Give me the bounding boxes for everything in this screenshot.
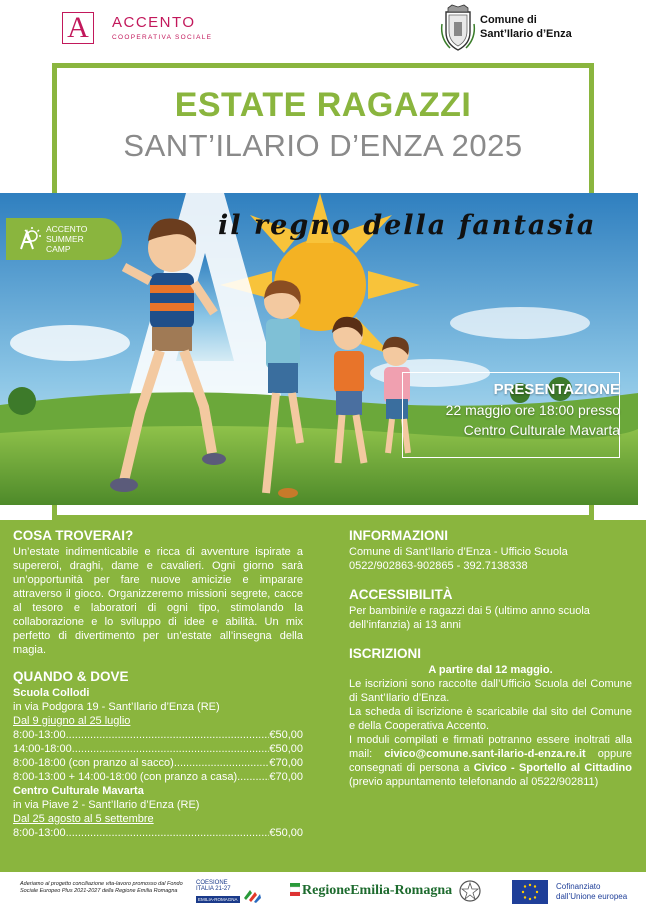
- accessibilita-body: Per bambini/e e ragazzi dai 5 (ultimo anno scuola dell’infanzia) ai 13 anni: [349, 605, 590, 631]
- eu-line1: Cofinanziato: [556, 882, 601, 891]
- informazioni-phones: 0522/902863-902865 - 392.7138338: [349, 560, 528, 572]
- eu-line2: dall’Unione europea: [556, 892, 628, 901]
- presentation-venue: Centro Culturale Mavarta: [463, 422, 620, 438]
- price-value: €70,00: [269, 757, 303, 769]
- italian-emblem-icon: [458, 878, 482, 904]
- iscrizioni-download: La scheda di iscrizione è scaricabile dal sito del Comune e della Cooperativa Accento.: [349, 706, 632, 732]
- info-panel: [0, 520, 646, 872]
- footer: [0, 872, 646, 912]
- coesione-line2: ITALIA 21-27: [196, 886, 231, 892]
- presentation-date: 22 maggio ore 18:00 presso: [445, 402, 620, 418]
- page-subtitle: SANT’ILARIO D’ENZA 2025: [123, 128, 523, 163]
- badge-line1: ACCENTO: [46, 224, 88, 234]
- quando-heading: QUANDO & DOVE: [13, 669, 129, 684]
- coat-of-arms-icon: [440, 4, 476, 54]
- iscrizioni-submit: [349, 733, 632, 789]
- iscrizioni-start: A partire dal 12 maggio.: [428, 664, 553, 676]
- venue-dates: Dal 25 agosto al 5 settembre: [13, 813, 154, 825]
- price-value: €50,00: [269, 729, 303, 741]
- comune-logo: [440, 4, 600, 54]
- cosa-body: Un’estate indimenticabile e ricca di avventure ispirate a supereroi, draghi, dame e cavalieri. Ogni giorno sarà un’opportunità per fare nuove amicizie e imparare attraverso il gioco. Organizzeremo missioni segrete, cacce al tesoro e laboratori di ogni tipo, stimolando la collaborazione e lo sviluppo di idee e abilità. Un mix perfetto di divertimento per un’estate all’insegna della magia.: [13, 546, 303, 656]
- summer-camp-badge: [6, 218, 122, 260]
- iscrizioni-heading: ISCRIZIONI: [349, 646, 422, 661]
- price-label: 8:00-13:00: [13, 827, 66, 839]
- price-value: €70,00: [269, 771, 303, 783]
- accessibilita-heading: ACCESSIBILITÀ: [349, 587, 453, 602]
- price-row: [13, 728, 303, 742]
- price-row: [13, 770, 303, 784]
- iscrizioni-appointment: (previo appuntamento telefonando al 0522/902811): [349, 776, 599, 788]
- price-label: 8:00-18:00 (con pranzo al sacco): [13, 757, 174, 769]
- price-label: 14:00-18:00: [13, 743, 72, 755]
- coesione-arrows-icon: [242, 884, 262, 904]
- accento-name: ACCENTO: [112, 14, 196, 31]
- price-value: €50,00: [269, 827, 303, 839]
- accento-logo: [62, 12, 232, 48]
- presentation-heading: PRESENTAZIONE: [493, 381, 620, 398]
- comune-name-line1: Comune di: [480, 14, 537, 26]
- price-row: [13, 742, 303, 756]
- iscrizioni-email-link[interactable]: civico@comune.sant-ilario-d-enza.re.it: [384, 748, 586, 760]
- venue-name: Centro Culturale Mavarta: [13, 785, 144, 797]
- badge-line2: SUMMER: [46, 234, 84, 244]
- price-label: 8:00-13:00: [13, 729, 66, 741]
- venue-address: in via Podgora 19 - Sant’Ilario d’Enza (RE): [13, 701, 220, 713]
- badge-line3: CAMP: [46, 244, 71, 254]
- regione-flag-icon: [290, 883, 300, 897]
- regione-emilia-romagna-logo: [290, 880, 453, 902]
- right-column: [349, 528, 632, 789]
- left-column: [13, 528, 303, 840]
- regione-name: RegioneEmilia-Romagna: [302, 883, 453, 898]
- eu-flag-icon: [512, 880, 548, 904]
- iscrizioni-submit-alt: oppure consegnati di persona a: [349, 748, 632, 774]
- venue-name: Scuola Collodi: [13, 687, 90, 699]
- coesione-line1: COESIONE: [196, 880, 228, 886]
- presentation-info: [446, 380, 620, 440]
- price-value: €50,00: [269, 743, 303, 755]
- comune-name-line2: Sant’Ilario d’Enza: [480, 28, 572, 40]
- coesione-line3: EMILIA-ROMAGNA: [196, 896, 240, 903]
- venue-dates: Dal 9 giugno al 25 luglio: [13, 715, 131, 727]
- cosa-heading: COSA TROVERAI?: [13, 528, 134, 543]
- informazioni-heading: INFORMAZIONI: [349, 528, 448, 543]
- footer-note: Aderiamo al progetto conciliazione vita-lavoro promosso dal Fondo Sociale Europeo Plus 2021-2027 della Regione Emilia Romagna: [20, 881, 183, 894]
- sun-a-icon: [18, 226, 42, 250]
- slogan: il regno della fantasia: [218, 210, 597, 241]
- accento-mark-letter: A: [67, 11, 89, 44]
- accento-subtitle: COOPERATIVA SOCIALE: [112, 34, 213, 41]
- iscrizioni-office: Le iscrizioni sono raccolte dall’Ufficio Scuola del Comune di Sant’Ilario d’Enza.: [349, 678, 632, 704]
- price-row: [13, 826, 303, 840]
- page-title: ESTATE RAGAZZI: [174, 86, 472, 124]
- iscrizioni-submit-text: I moduli compilati e firmati potranno essere inoltrati alla mail:: [349, 734, 632, 760]
- price-label: 8:00-13:00 + 14:00-18:00 (con pranzo a casa): [13, 771, 238, 783]
- venue-address: in via Piave 2 - Sant’Ilario d’Enza (RE): [13, 799, 200, 811]
- price-row: [13, 756, 303, 770]
- eu-cofinanced-logo: [512, 880, 632, 904]
- coesione-logo: [196, 880, 262, 906]
- iscrizioni-civico: Civico - Sportello al Cittadino: [473, 762, 632, 774]
- informazioni-office: Comune di Sant’Ilario d’Enza - Ufficio Scuola: [349, 546, 568, 558]
